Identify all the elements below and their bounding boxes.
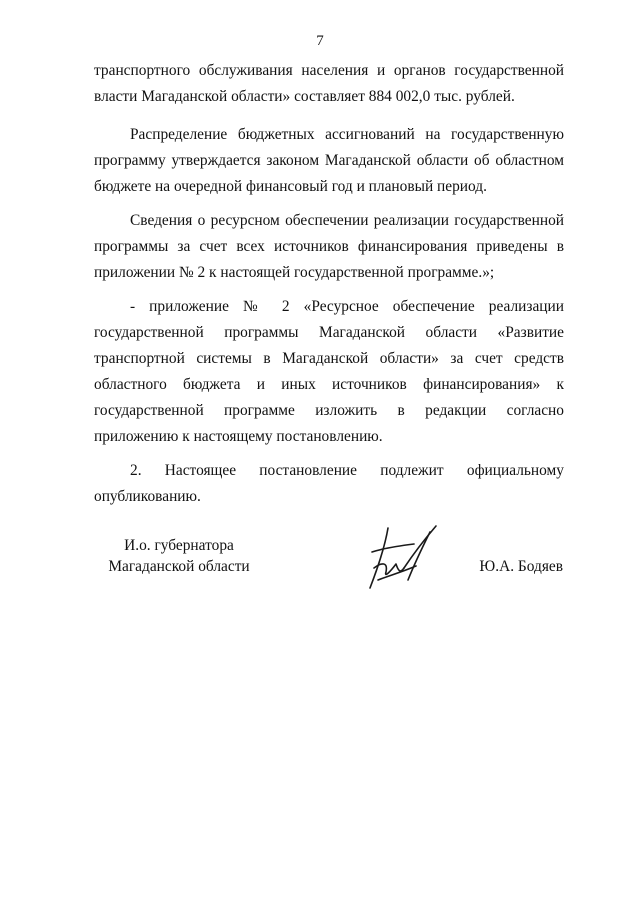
document-body — [94, 58, 564, 510]
signer-title-line-2: Магаданской области — [108, 558, 250, 575]
handwritten-signature — [358, 522, 442, 594]
signer-title-line-1: И.о. губернатора — [124, 537, 234, 554]
paragraph-4: - приложение № 2 «Ресурсное обеспечение реализации государственной программы Магаданской области «Развитие транспортной системы в Магаданской области» за счет средств областного бюджета и иных источников финансирования» к государственной программе изложить в редакции согласно приложению к настоящему постановлению. — [94, 298, 564, 445]
paragraph-3: Сведения о ресурсном обеспечении реализации государственной программы за счет всех источников финансирования приведены в приложении № 2 к настоящей государственной программе.»; — [94, 212, 564, 281]
page-number: 7 — [316, 33, 324, 49]
signer-name: Ю.А. Бодяев — [479, 558, 563, 575]
signer-title — [94, 535, 264, 577]
paragraph-1: транспортного обслуживания населения и органов государственной власти Магаданской области» составляет 884 002,0 тыс. рублей. — [94, 62, 564, 105]
paragraph-2: Распределение бюджетных ассигнований на государственную программу утверждается законом Магаданской области об областном бюджете на очередной финансовый год и плановый период. — [94, 126, 564, 195]
paragraph-5: 2. Настоящее постановление подлежит официальному опубликованию. — [94, 462, 564, 505]
